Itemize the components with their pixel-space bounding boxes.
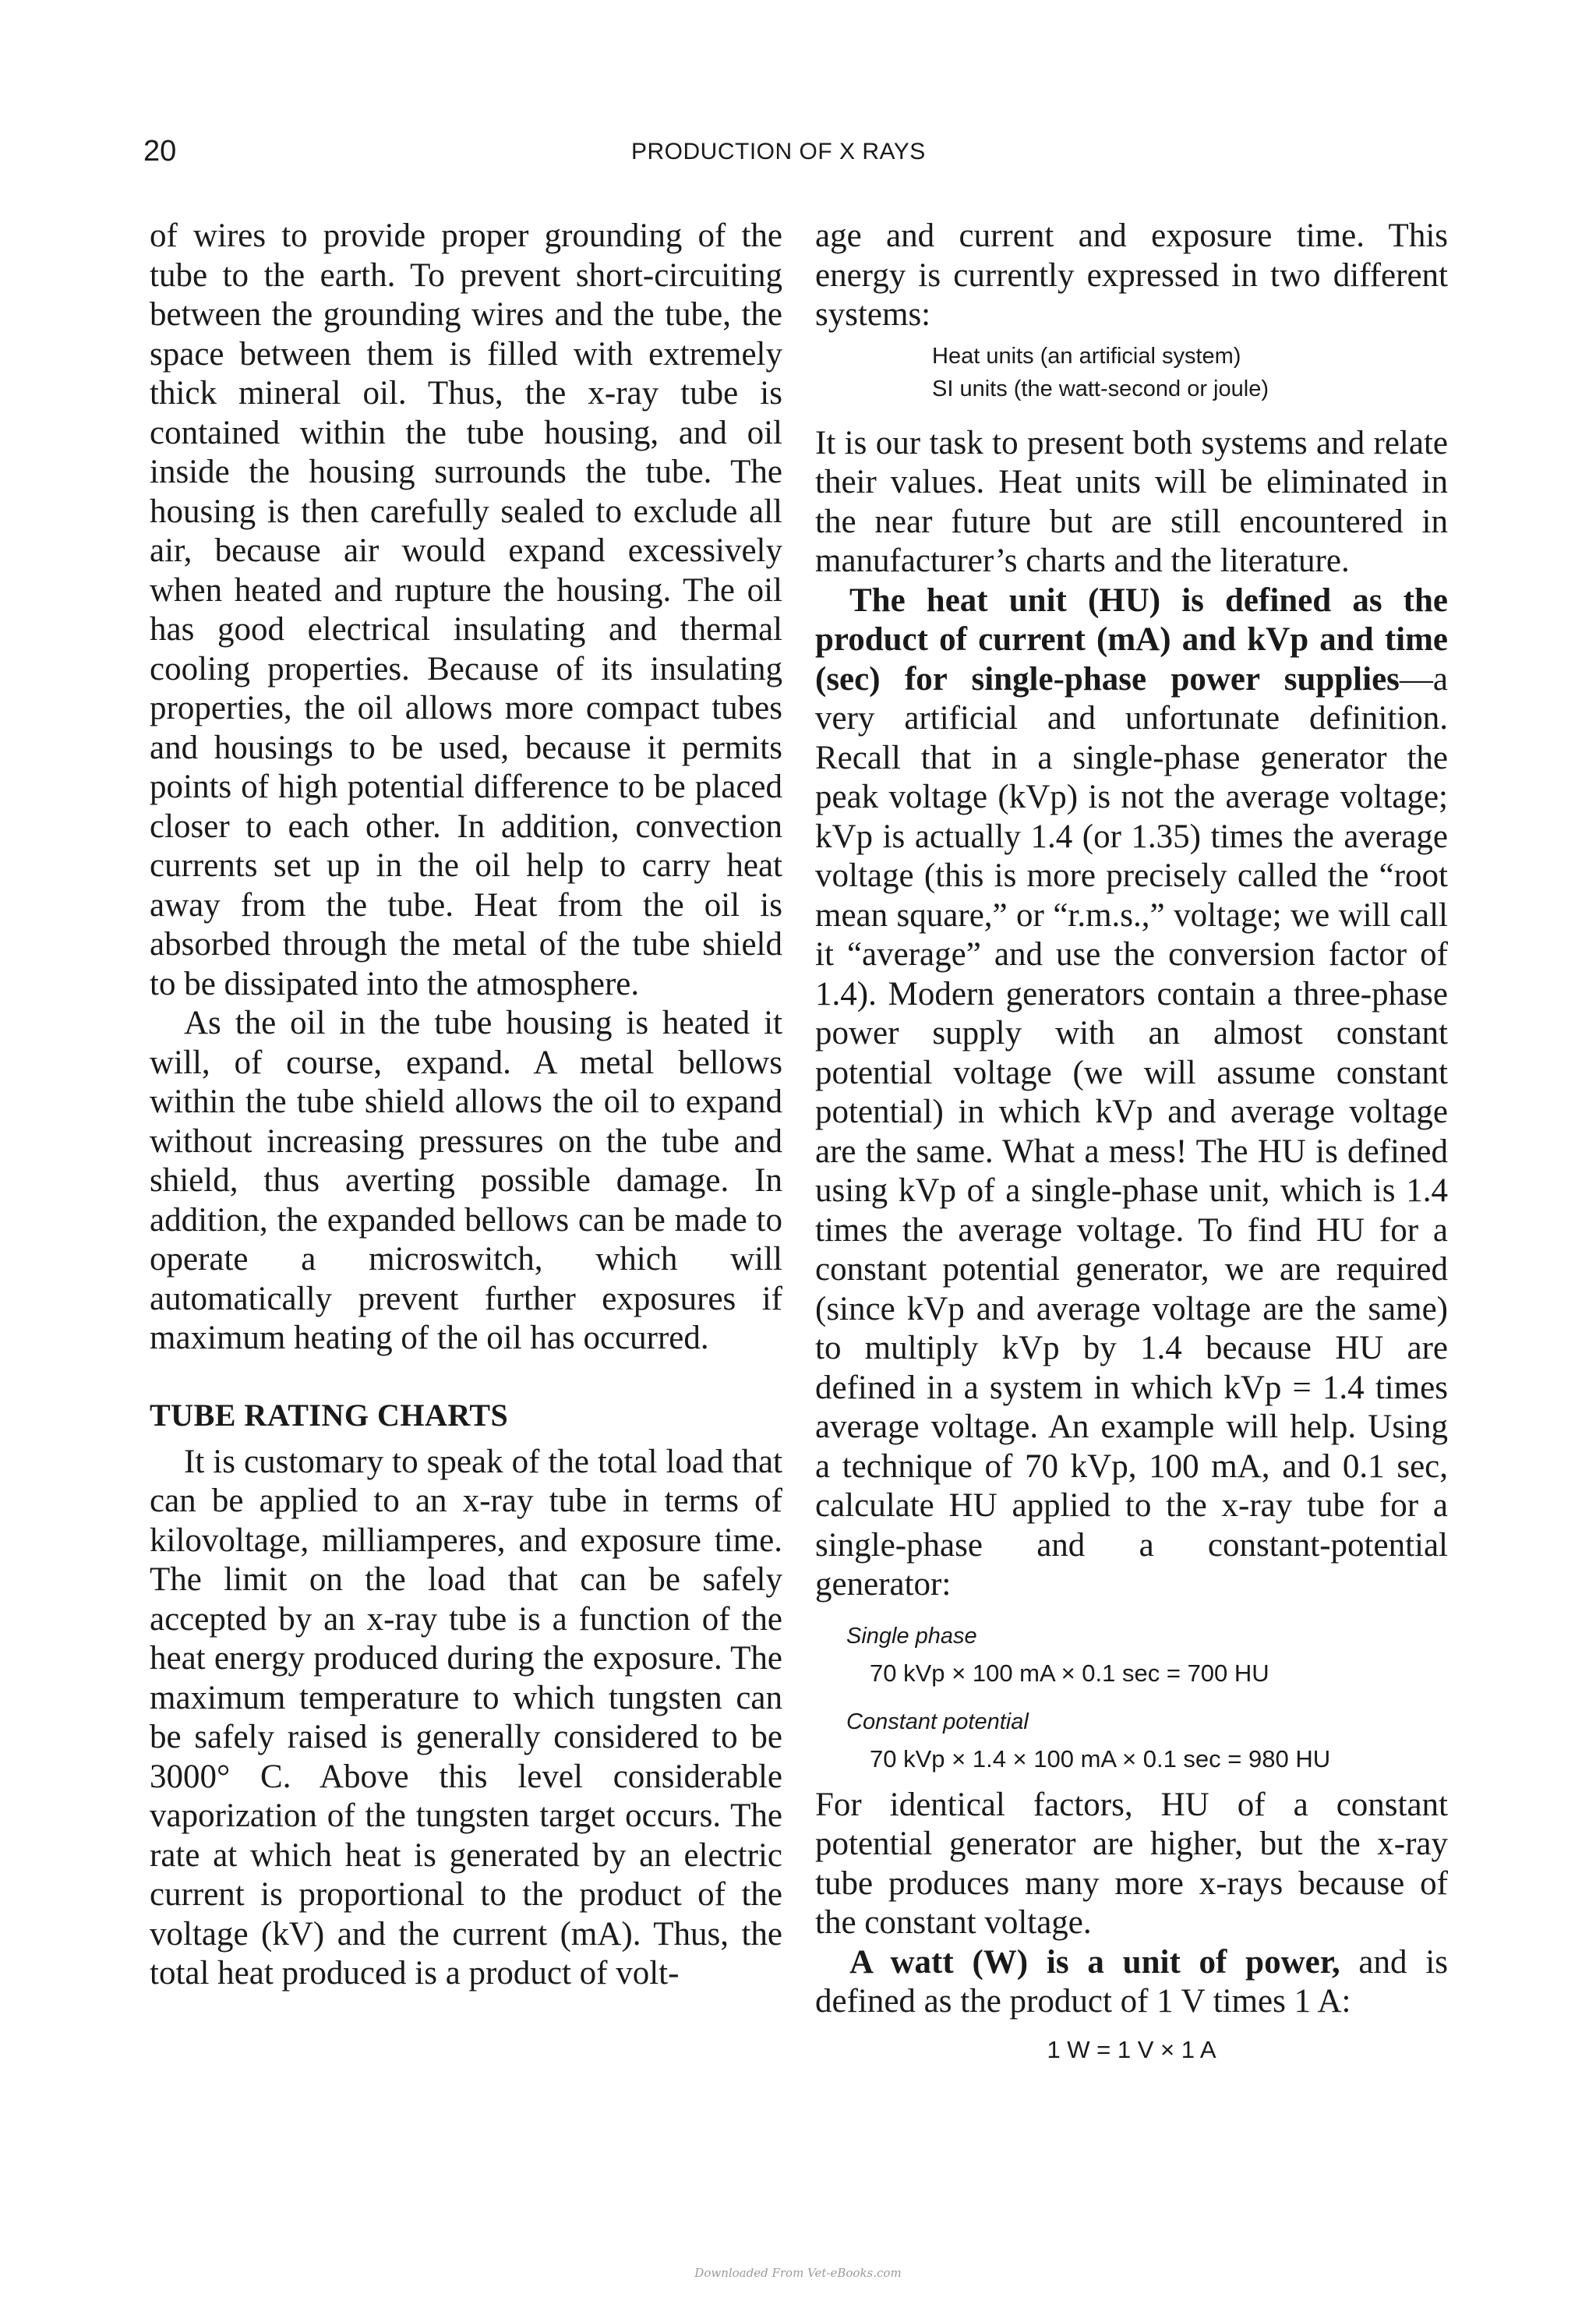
example-label-constant-potential: Constant potential [846, 1709, 1029, 1734]
systems-list [932, 340, 1448, 405]
right-paragraph-5 [815, 1943, 1448, 2022]
heat-unit-explanation: —a very artificial and unfortunate definition. Recall that in a single-phase generator the peak voltage (kVp) is not the average voltage; kVp is actually 1.4 (or 1.35) times the average voltage (this is more precisely called the “root mean square,” or “r.m.s.,” voltage; we will call it “average” and use the conversion factor of 1.4). Modern generators contain a three-phase power supply with an almost constant potential voltage (we will assume constant potential) in which kVp and average voltage are the same. What a mess! The HU is defined using kVp of a single-phase unit, which is 1.4 times the average voltage. To find HU for a constant potential generator, we are required (since kVp and average voltage are the same) to multiply kVp by 1.4 because HU are defined in a system in which kVp = 1.4 times average voltage. An example will help. Using a technique of 70 kVp, 100 mA, and 0.1 sec, calculate HU applied to the x-ray tube for a single-phase and a constant-potential generator: [815, 660, 1448, 1603]
right-paragraph-2: It is our task to present both systems and relate their values. Heat units will be eliminated in the near future but are still encountered in manufacturer’s charts and the literature. [815, 424, 1448, 579]
running-title: PRODUCTION OF X RAYS [631, 139, 926, 164]
page-number: 20 [143, 135, 177, 168]
left-column [150, 217, 782, 1994]
right-paragraph-3 [815, 581, 1448, 1605]
example-formula-single-phase: 70 kVp × 100 mA × 0.1 sec = 700 HU [870, 1659, 1269, 1687]
example-label-single-phase: Single phase [846, 1623, 977, 1649]
heat-unit-definition: The heat unit (HU) is defined as the product of current (mA) and kVp and time (sec) for single-phase power supplies [815, 581, 1448, 698]
example-formula-constant-potential: 70 kVp × 1.4 × 100 mA × 0.1 sec = 980 HU [870, 1744, 1331, 1773]
left-paragraph-3: It is customary to speak of the total load that can be applied to an x-ray tube in terms of kilovoltage, milliamperes, and exposure time. The limit on the load that can be safely accepted by an x-ray tube is a function of the heat energy produced during the exposure. The maximum temperature to which tungsten can be safely raised is generally considered to be 3000° C. Above this level considerable vaporization of the tungsten target occurs. The rate at which heat is generated by an electric current is proportional to the product of the voltage (kV) and the current (mA). Thus, the total heat produced is a product of volt- [150, 1443, 782, 1992]
right-paragraph-4: For identical factors, HU of a constant potential generator are higher, but the x-ray tube produces many more x-rays because of the constant voltage. [815, 1786, 1448, 1941]
section-heading: TUBE RATING CHARTS [150, 1397, 509, 1433]
watt-explanation: and is defined as the product of 1 V times 1 A: [815, 1943, 1448, 2020]
systems-list-item: Heat units (an artificial system) [932, 343, 1241, 369]
left-paragraph-2: As the oil in the tube housing is heated it will, of course, expand. A metal bellows within the tube shield allows the oil to expand without increasing pressures on the tube and shield, thus averting possible damage. In addition, the expanded bellows can be made to operate a microswitch, which will automatically prevent further exposures if maximum heating of the oil has occurred. [150, 1005, 782, 1356]
watt-definition: A watt (W) is a unit of power, [849, 1943, 1340, 1981]
right-paragraph-1: age and current and exposure time. This energy is currently expressed in two different systems: [815, 217, 1448, 333]
systems-list-item: SI units (the watt-second or joule) [932, 376, 1269, 401]
footer-watermark: Downloaded From Vet-eBooks.com [694, 2266, 902, 2280]
left-paragraph-1: of wires to provide proper grounding of the tube to the earth. To prevent short-circuiting between the grounding wires and the tube, the space between them is filled with extremely thick mineral oil. Thus, the x-ray tube is contained within the tube housing, and oil inside the housing surrounds the tube. The housing is then carefully sealed to exclude all air, because air would expand excessively when heated and rupture the housing. The oil has good electrical insulating and thermal cooling properties. Because of its insulating properties, the oil allows more compact tubes and housings to be used, because it permits points of high potential difference to be placed closer to each other. In addition, convection currents set up in the oil help to carry heat away from the tube. Heat from the oil is absorbed through the metal of the tube shield to be dissipated into the atmosphere. [150, 217, 782, 1002]
watt-formula: 1 W = 1 V × 1 A [1047, 2035, 1216, 2063]
right-column [815, 217, 1448, 2067]
